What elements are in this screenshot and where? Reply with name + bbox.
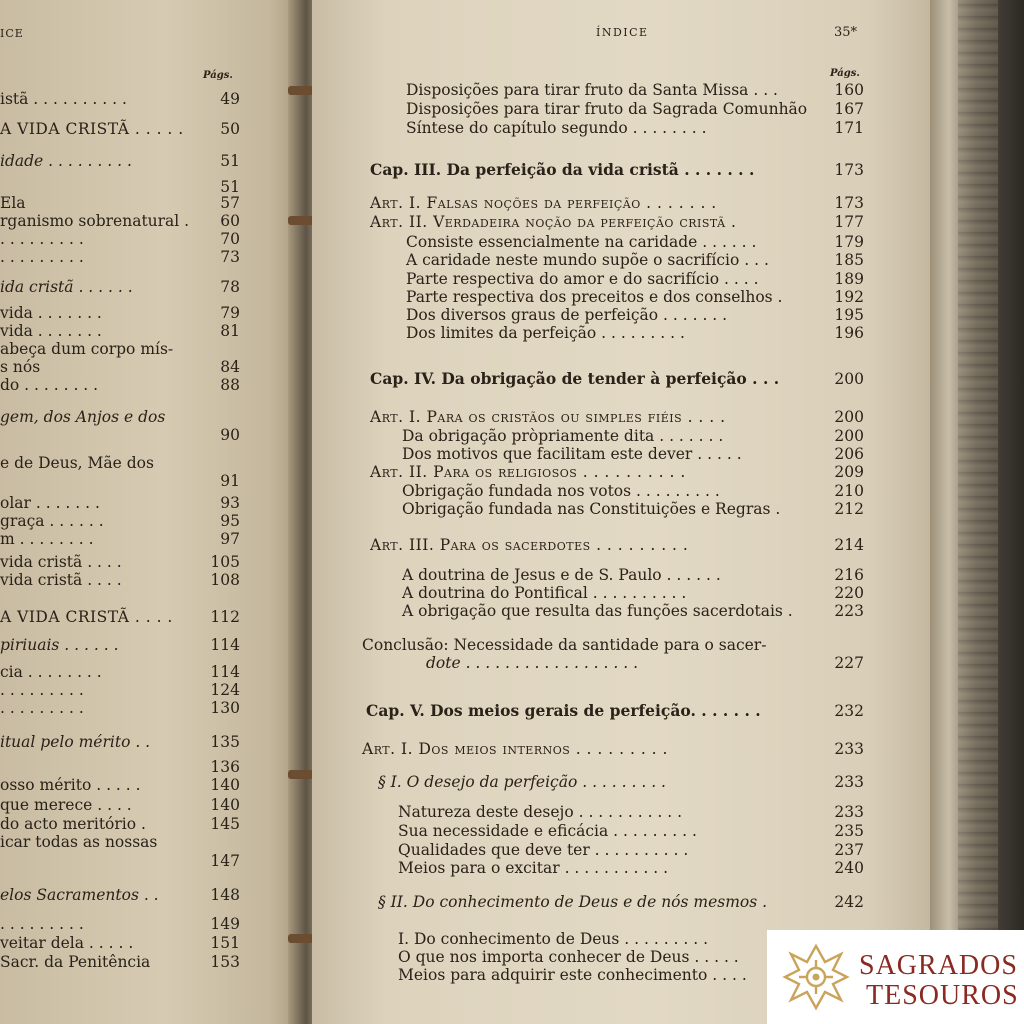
toc-entry-page: 173 (834, 194, 864, 212)
toc-entry-text: . . . . . . . . . (0, 248, 84, 266)
page-stack-texture (958, 0, 998, 1024)
toc-entry-page: 145 (210, 815, 240, 833)
toc-entry-text: Disposições para tirar fruto da Santa Missa . . . (406, 81, 778, 99)
toc-entry-page: 167 (834, 100, 864, 118)
article-heading: Art. I. Falsas noções da perfeição . . . . . . . (370, 194, 717, 212)
binding-thread (288, 86, 314, 95)
toc-entry-text: Obrigação fundada nas Constituições e Regras . (402, 500, 781, 518)
article-heading: Art. III. Para os sacerdotes . . . . . . . . . (370, 536, 689, 554)
toc-entry-text: piriuais . . . . . . (0, 636, 119, 654)
toc-entry-page: 49 (220, 90, 240, 108)
left-page (0, 0, 300, 1024)
toc-entry-text: s nós (0, 358, 41, 376)
toc-entry-page: 124 (210, 681, 240, 699)
toc-entry-page: 51 (220, 152, 240, 170)
toc-entry-page: 50 (220, 120, 240, 138)
toc-entry-text: vida cristã . . . . (0, 553, 122, 571)
toc-entry-page: 84 (220, 358, 240, 376)
toc-entry-text: . . . . . . . . . (0, 699, 84, 717)
toc-entry-text: Natureza deste desejo . . . . . . . . . . . (398, 803, 683, 821)
toc-entry-page: 196 (834, 324, 864, 342)
toc-entry-page: 235 (834, 822, 864, 840)
toc-entry-text: osso mérito . . . . . (0, 776, 141, 794)
toc-entry-text: ida cristã . . . . . . (0, 278, 133, 296)
toc-entry-page: 160 (834, 81, 864, 99)
toc-entry-page: 51 (220, 178, 240, 196)
toc-entry-text: Meios para o excitar . . . . . . . . . . . (398, 859, 669, 877)
toc-entry-page: 227 (834, 654, 864, 672)
toc-entry-page: 195 (834, 306, 864, 324)
toc-entry-page: 189 (834, 270, 864, 288)
toc-entry-page: 233 (834, 773, 864, 791)
right-pag-label: Págs. (830, 68, 860, 79)
toc-entry-page: 200 (834, 427, 864, 445)
watermark-line-2: TESOUROS (866, 980, 1019, 1011)
toc-entry-page: 232 (834, 702, 864, 720)
toc-entry-text: Sacr. da Penitência (0, 953, 151, 971)
toc-entry-page: 136 (210, 758, 240, 776)
article-heading: Art. I. Dos meios internos . . . . . . . . . (362, 740, 668, 758)
toc-entry-page: 151 (210, 934, 240, 952)
left-pag-label: Págs. (203, 70, 233, 81)
toc-entry-text: Meios para adquirir este conhecimento . . . . (398, 966, 747, 984)
chapter-heading: Cap. III. Da perfeição da vida cristã . . . . . . . (370, 160, 755, 179)
toc-entry-text: Obrigação fundada nos votos . . . . . . . . . (402, 482, 720, 500)
toc-entry-text: Síntese do capítulo segundo . . . . . . . . (406, 119, 707, 137)
toc-entry-text: itual pelo mérito . . (0, 733, 151, 751)
toc-entry-page: 105 (210, 553, 240, 571)
toc-entry-text: A doutrina do Pontifical . . . . . . . . . . (402, 584, 687, 602)
toc-entry-text: do . . . . . . . . (0, 376, 99, 394)
toc-entry-page: 185 (834, 251, 864, 269)
article-heading: Art. II. Verdadeira noção da perfeição cristã . (370, 213, 737, 231)
toc-entry-page: 114 (210, 663, 240, 681)
toc-entry-text: § II. Do conhecimento de Deus e de nós mesmos . (378, 893, 768, 911)
toc-entry-text: vida . . . . . . . (0, 304, 102, 322)
toc-entry-page: 173 (834, 161, 864, 179)
toc-entry-page: 95 (220, 512, 240, 530)
toc-entry-text: . . . . . . . . . (0, 230, 84, 248)
toc-entry-text: A caridade neste mundo supõe o sacrifício . . . (406, 251, 769, 269)
toc-entry-page: 88 (220, 376, 240, 394)
article-heading: Art. I. Para os cristãos ou simples fiéis . . . . (370, 408, 726, 426)
toc-entry-page: 81 (220, 322, 240, 340)
toc-entry-text: O que nos importa conhecer de Deus . . . . . (398, 948, 739, 966)
toc-entry-text: . . . . . . . . . (0, 915, 84, 933)
toc-entry-text: olar . . . . . . . (0, 494, 100, 512)
toc-entry-text: Qualidades que deve ter . . . . . . . . . . (398, 841, 689, 859)
toc-entry-page: 148 (210, 886, 240, 904)
toc-entry-page: 91 (220, 472, 240, 490)
toc-entry-page: 135 (210, 733, 240, 751)
toc-entry-page: 70 (220, 230, 240, 248)
toc-entry-text: abeça dum corpo mís- (0, 340, 174, 358)
toc-entry-page: 200 (834, 370, 864, 388)
toc-entry-text: elos Sacramentos . . (0, 886, 159, 904)
toc-entry-text: gem, dos Anjos e dos (0, 408, 166, 426)
toc-entry-text: A obrigação que resulta das funções sacerdotais . (402, 602, 793, 620)
binding-thread (288, 216, 314, 225)
toc-entry-page: 79 (220, 304, 240, 322)
toc-entry-text: Parte respectiva dos preceitos e dos conselhos . (406, 288, 783, 306)
toc-entry-page: 60 (220, 212, 240, 230)
toc-entry-text: cia . . . . . . . . (0, 663, 102, 681)
toc-entry-page: 216 (834, 566, 864, 584)
toc-entry-page: 200 (834, 408, 864, 426)
toc-entry-text: Dos motivos que facilitam este dever . . . . . (402, 445, 742, 463)
toc-entry-text: Parte respectiva do amor e do sacrifício . . . . (406, 270, 759, 288)
toc-entry-page: 73 (220, 248, 240, 266)
toc-entry-page: 112 (210, 608, 240, 626)
toc-entry-page: 242 (834, 893, 864, 911)
watermark-line-1: SAGRADOS (859, 950, 1018, 981)
toc-entry-page: 57 (220, 194, 240, 212)
toc-entry-text: Disposições para tirar fruto da Sagrada Comunhão (406, 100, 808, 118)
toc-entry-page: 179 (834, 233, 864, 251)
toc-entry-text: Consiste essencialmente na caridade . . . . . . (406, 233, 757, 251)
toc-entry-text: A VIDA CRISTÃ . . . . . (0, 120, 184, 138)
chapter-heading: Cap. IV. Da obrigação de tender à perfeição . . . (370, 369, 780, 388)
toc-entry-text: vida cristã . . . . (0, 571, 122, 589)
toc-entry-page: 147 (210, 852, 240, 870)
toc-entry-page: 212 (834, 500, 864, 518)
toc-entry-page: 90 (220, 426, 240, 444)
toc-entry-text: do acto meritório . (0, 815, 146, 833)
toc-entry-text: Dos diversos graus de perfeição . . . . . . . (406, 306, 728, 324)
toc-entry-page: 209 (834, 463, 864, 481)
toc-entry-page: 210 (834, 482, 864, 500)
toc-entry-page: 114 (210, 636, 240, 654)
toc-entry-text: Dos limites da perfeição . . . . . . . . . (406, 324, 685, 342)
binding-thread (288, 770, 314, 779)
ornament-icon (781, 942, 851, 1012)
toc-entry-text: Ela (0, 194, 26, 212)
toc-entry-page: 140 (210, 796, 240, 814)
toc-entry-page: 97 (220, 530, 240, 548)
toc-entry-text: I. Do conhecimento de Deus . . . . . . . . . (398, 930, 709, 948)
toc-entry-page: 206 (834, 445, 864, 463)
toc-entry-text: istã . . . . . . . . . . (0, 90, 127, 108)
toc-entry-text: Conclusão: Necessidade da santidade para o sacer- (362, 636, 767, 654)
toc-entry-text: vida . . . . . . . (0, 322, 102, 340)
watermark-logo (767, 930, 1024, 1024)
toc-entry-page: 220 (834, 584, 864, 602)
toc-entry-page: 237 (834, 841, 864, 859)
toc-entry-page: 214 (834, 536, 864, 554)
toc-entry-text: e de Deus, Mãe dos (0, 454, 154, 472)
toc-entry-text: icar todas as nossas (0, 833, 158, 851)
right-page (312, 0, 930, 1024)
toc-entry-page: 153 (210, 953, 240, 971)
toc-entry-text: A VIDA CRISTÃ . . . . (0, 608, 173, 626)
toc-entry-page: 192 (834, 288, 864, 306)
page-title: ÍNDICE (596, 26, 649, 39)
toc-entry-page: 108 (210, 571, 240, 589)
toc-entry-page: 78 (220, 278, 240, 296)
binding-thread (288, 934, 314, 943)
toc-entry-text: idade . . . . . . . . . (0, 152, 132, 170)
toc-entry-text: rganismo sobrenatural . (0, 212, 190, 230)
toc-entry-page: 149 (210, 915, 240, 933)
toc-entry-text: Sua necessidade e eficácia . . . . . . . . . (398, 822, 697, 840)
toc-entry-text: veitar dela . . . . . (0, 934, 134, 952)
toc-entry-page: 233 (834, 803, 864, 821)
left-header: ICE (0, 27, 24, 40)
toc-entry-page: 171 (834, 119, 864, 137)
toc-entry-page: 140 (210, 776, 240, 794)
toc-entry-page: 233 (834, 740, 864, 758)
page-number: 35* (834, 25, 858, 40)
toc-entry-text: . . . . . . . . . (0, 681, 84, 699)
toc-entry-page: 240 (834, 859, 864, 877)
toc-entry-text: graça . . . . . . (0, 512, 104, 530)
toc-entry-page: 177 (834, 213, 864, 231)
toc-entry-text: que merece . . . . (0, 796, 132, 814)
toc-entry-page: 93 (220, 494, 240, 512)
article-heading: Art. II. Para os religiosos . . . . . . . . . . (370, 463, 686, 481)
toc-entry-text: § I. O desejo da perfeição . . . . . . . . . (378, 773, 666, 791)
toc-entry-text: Da obrigação pròpriamente dita . . . . . . . (402, 427, 724, 445)
toc-entry-text: A doutrina de Jesus e de S. Paulo . . . . . . (402, 566, 721, 584)
chapter-heading: Cap. V. Dos meios gerais de perfeição. . . . . . . (366, 701, 761, 720)
toc-entry-text: m . . . . . . . . (0, 530, 94, 548)
toc-entry-page: 223 (834, 602, 864, 620)
toc-entry-page: 130 (210, 699, 240, 717)
toc-entry-text: dote . . . . . . . . . . . . . . . . . . (426, 654, 639, 672)
